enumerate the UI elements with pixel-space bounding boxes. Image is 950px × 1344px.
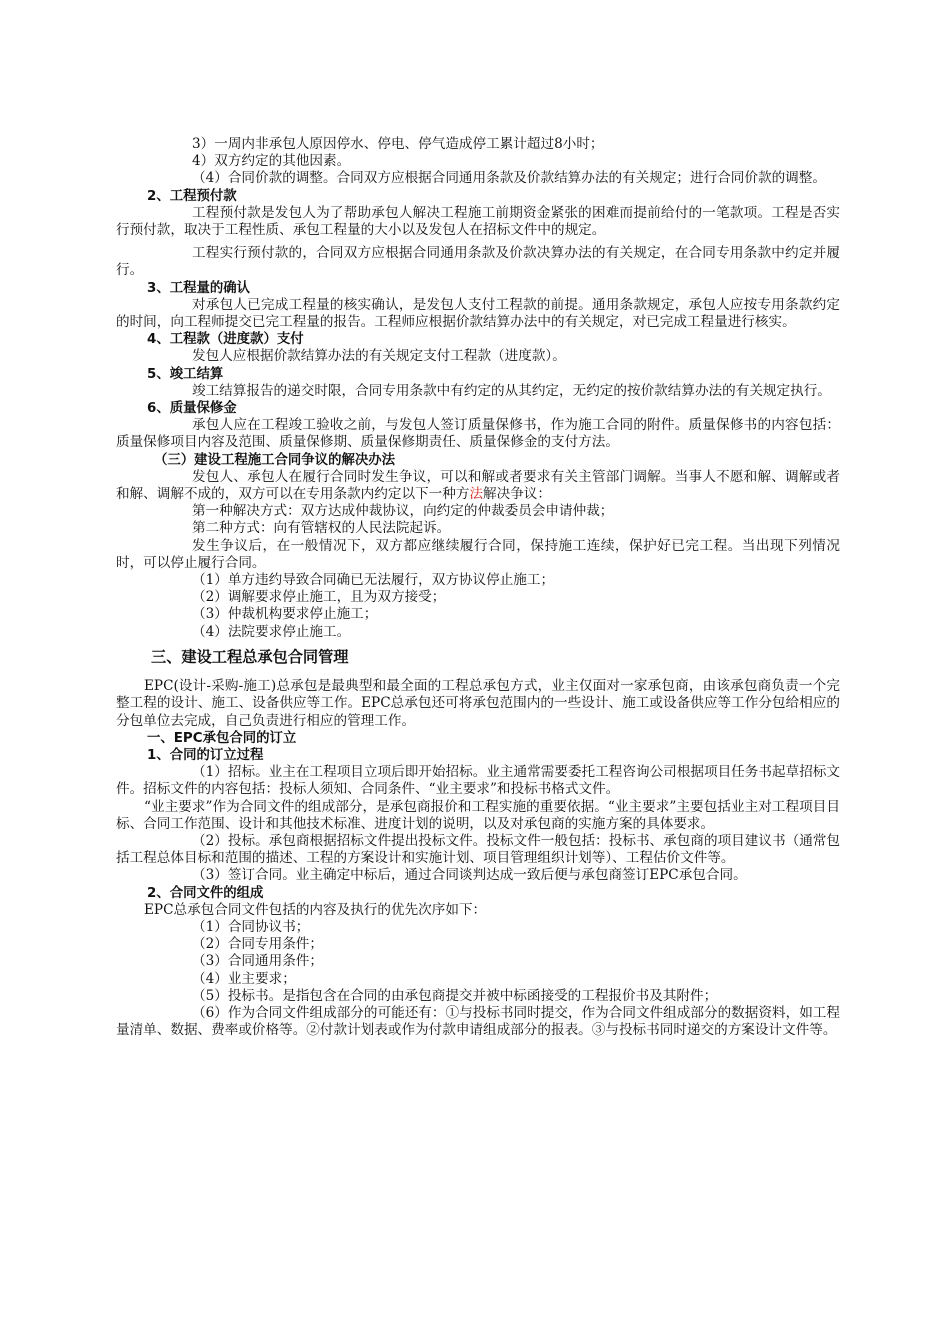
paragraph: 工程实行预付款的，合同双方应根据合同通用条款及价款决算办法的有关规定，在合同专用条款中约定并履行。 xyxy=(116,245,840,279)
paragraph: （6）作为合同文件组成部分的可能还有：①与投标书同时提交，作为合同文件组成部分的数据资料，如工程量清单、数据、费率或价格等。②付款计划表或作为付款申请组成部分的报表。③与投标书同时递交的方案设计文件等。 xyxy=(116,1004,840,1039)
paragraph: 对承包人已完成工程量的核实确认，是发包人支付工程款的前提。通用条款规定，承包人应按专用条款约定的时间，向工程师提交已完工程量的报告。工程师应根据价款结算办法中的有关规定，对已完成工程量进行核实。 xyxy=(116,296,840,331)
paragraph: （2）投标。承包商根据招标文件提出投标文件。投标文件一般包括：投标书、承包商的项目建议书（通常包括工程总体目标和范围的描述、工程的方案设计和实施计划、项目管理组织计划等）、工程估价文件等。 xyxy=(116,832,840,867)
paragraph: （4）法院要求停止施工。 xyxy=(192,623,351,640)
paragraph: EPC(设计-采购-施工)总承包是最典型和最全面的工程总承包方式，业主仅面对一家承包商，由该承包商负责一个完整工程的设计、施工、设备供应等工作。EPC总承包还可将承包范围内的一些设计、施工或设备供应等工作分包给相应的分包单位去完成，自己负责进行相应的管理工作。 xyxy=(116,678,840,729)
paragraph-text: 发包人、承包人在履行合同时发生争议，可以和解或者要求有关主管部门调解。当事人不愿和解、调解或者和解、调解不成的，双方可以在专用条款内约定以下一种方 xyxy=(116,468,840,503)
paragraph: 第一种解决方式：双方达成仲裁协议，向约定的仲裁委员会申请仲裁； xyxy=(192,503,614,520)
paragraph: （5）投标书。是指包含在合同的由承包商提交并被中标函接受的工程报价书及其附件； xyxy=(192,987,718,1004)
paragraph: 发生争议后，在一般情况下，双方都应继续履行合同，保持施工连续，保护好已完工程。当出现下列情况时，可以停止履行合同。 xyxy=(116,537,840,571)
paragraph: 第二种方式：向有管辖权的人民法院起诉。 xyxy=(192,520,451,537)
paragraph: （1）招标。业主在工程项目立项后即开始招标。业主通常需要委托工程咨询公司根据项目任务书起草招标文件。招标文件的内容包括：投标人须知、合同条件、“业主要求”和投标书格式文件。 xyxy=(116,764,840,798)
paragraph: （2）合同专用条件； xyxy=(192,936,323,953)
section-heading: 2、合同文件的组成 xyxy=(147,885,264,901)
paragraph: （1）单方违约导致合同确已无法履行，双方协议停止施工； xyxy=(192,572,555,589)
paragraph: 承包人应在工程竣工验收之前，与发包人签订质量保修书，作为施工合同的附件。质量保修书的内容包括：质量保修项目内容及范围、质量保修期、质量保修期责任、质量保修金的支付方法。 xyxy=(116,417,840,451)
paragraph: 竣工结算报告的递交时限，合同专用条款中有约定的从其约定，无约定的按价款结算办法的有关规定执行。 xyxy=(192,382,831,399)
paragraph xyxy=(116,469,840,503)
paragraph: （3）合同通用条件； xyxy=(192,953,323,970)
paragraph: （1）合同协议书； xyxy=(192,918,310,935)
paragraph: “业主要求”作为合同文件的组成部分，是承包商报价和工程实施的重要依据。“业主要求”主要包括业主对工程项目目标、合同工作范围、设计和其他技术标准、进度计划的说明，以及对承包商的实施方案的具体要求。 xyxy=(116,798,840,832)
chapter-heading: 三、建设工程总承包合同管理 xyxy=(151,647,349,666)
section-heading: 6、质量保修金 xyxy=(147,401,237,417)
paragraph: （4）业主要求； xyxy=(192,970,296,987)
paragraph: EPC总承包合同文件包括的内容及执行的优先次序如下： xyxy=(144,901,487,918)
section-heading: 1、合同的订立过程 xyxy=(147,747,264,763)
paragraph: （3）签订合同。业主确定中标后，通过合同谈判达成一致后便与承包商签订EPC承包合同。 xyxy=(192,867,747,884)
section-heading: 5、竣工结算 xyxy=(147,366,224,382)
document-page xyxy=(116,136,840,1039)
section-heading: 4、工程款（进度款）支付 xyxy=(147,332,304,348)
paragraph: 工程预付款是发包人为了帮助承包人解决工程施工前期资金紧张的困难而提前给付的一笔款项。工程是否实行预付款，取决于工程性质、承包工程量的大小以及发包人在招标文件中的规定。 xyxy=(116,204,840,239)
section-heading: 2、工程预付款 xyxy=(147,188,237,204)
paragraph: 4）双方约定的其他因素。 xyxy=(192,153,351,170)
highlighted-char: 法 xyxy=(469,486,484,503)
paragraph-text: 解决争议： xyxy=(483,486,551,503)
section-heading: 3、工程量的确认 xyxy=(147,280,251,296)
paragraph: （4）合同价款的调整。合同双方应根据合同通用条款及价款结算办法的有关规定；进行合同价款的调整。 xyxy=(192,170,826,187)
paragraph: （2）调解要求停止施工，且为双方接受； xyxy=(192,589,446,606)
section-heading: 一、EPC承包合同的订立 xyxy=(147,730,297,746)
paragraph: 发包人应根据价款结算办法的有关规定支付工程款（进度款）。 xyxy=(192,348,566,365)
section-heading: （三）建设工程施工合同争议的解决办法 xyxy=(154,452,396,468)
paragraph: 3）一周内非承包人原因停水、停电、停气造成停工累计超过8小时； xyxy=(192,136,604,152)
paragraph: （3）仲裁机构要求停止施工； xyxy=(192,606,378,623)
